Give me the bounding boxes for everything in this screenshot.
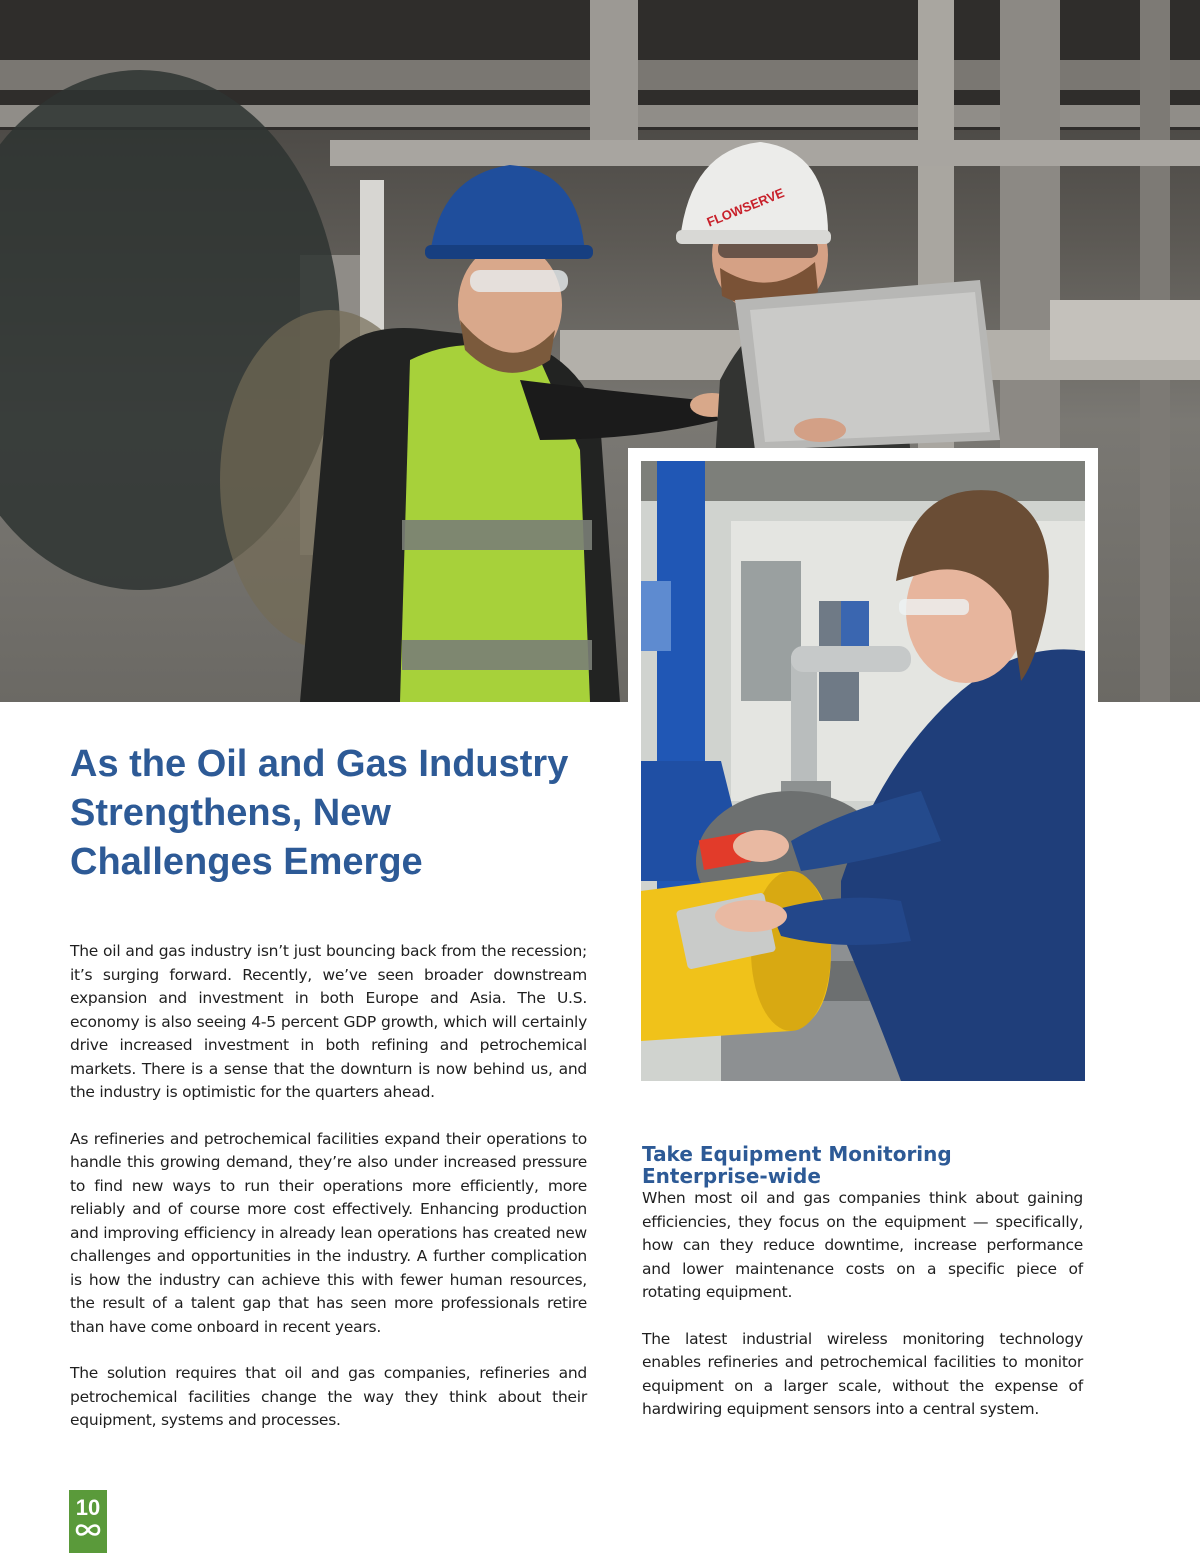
right-column xyxy=(642,1143,1083,1445)
page-badge xyxy=(69,1490,107,1553)
right-paragraph-1: When most oil and gas companies think about gaining efficiencies, they focus on the equipment — specifically, how can they reduce downtime, increase performance and lower maintenance costs on a specific piece of rotating equipment. xyxy=(642,1189,1083,1301)
left-paragraph-3: The solution requires that oil and gas companies, refineries and petrochemical facilities change the way they think about their equipment, systems and processes. xyxy=(70,1364,587,1429)
left-paragraph-2: As refineries and petrochemical facilities expand their operations to handle this growing demand, they’re also under increased pressure to find new ways to run their operations more efficiently, more reliably and of course more cost effectively. Enhancing production and improving efficiency in already lean operations has created new challenges and opportunities in the industry. A further complication is how the industry can achieve this with fewer human resources, the result of a talent gap that has seen more professionals retire than have come onboard in recent years. xyxy=(70,1129,587,1336)
page-number: 10 xyxy=(75,1495,101,1520)
left-paragraph-1: The oil and gas industry isn’t just bouncing back from the recession; it’s surging forward. Recently, we’ve seen broader downstream expansion and investment in both Europe and Asia. The U.S. economy is also seeing 4-5 percent GDP growth, which will certainly drive increased investment in both refining and petrochemical markets. There is a sense that the downturn is now behind us, and the industry is optimistic for the quarters ahead. xyxy=(70,942,587,1101)
right-paragraph-2: The latest industrial wireless monitoring technology enables refineries and petrochemical facilities to monitor equipment on a larger scale, without the expense of hardwiring equipment sensors into a central system. xyxy=(642,1329,1083,1418)
helmet-logo: FLOWSERVE xyxy=(704,185,787,230)
article-headline: As the Oil and Gas Industry Strengthens, New Challenges Emerge xyxy=(70,743,569,883)
section-subheading: Take Equipment Monitoring Enterprise-wide xyxy=(642,1142,952,1188)
inset-photo xyxy=(641,461,1085,1081)
left-column xyxy=(70,940,587,1456)
infinity-icon xyxy=(73,1521,103,1539)
photo-technician-icon xyxy=(641,461,1085,1081)
